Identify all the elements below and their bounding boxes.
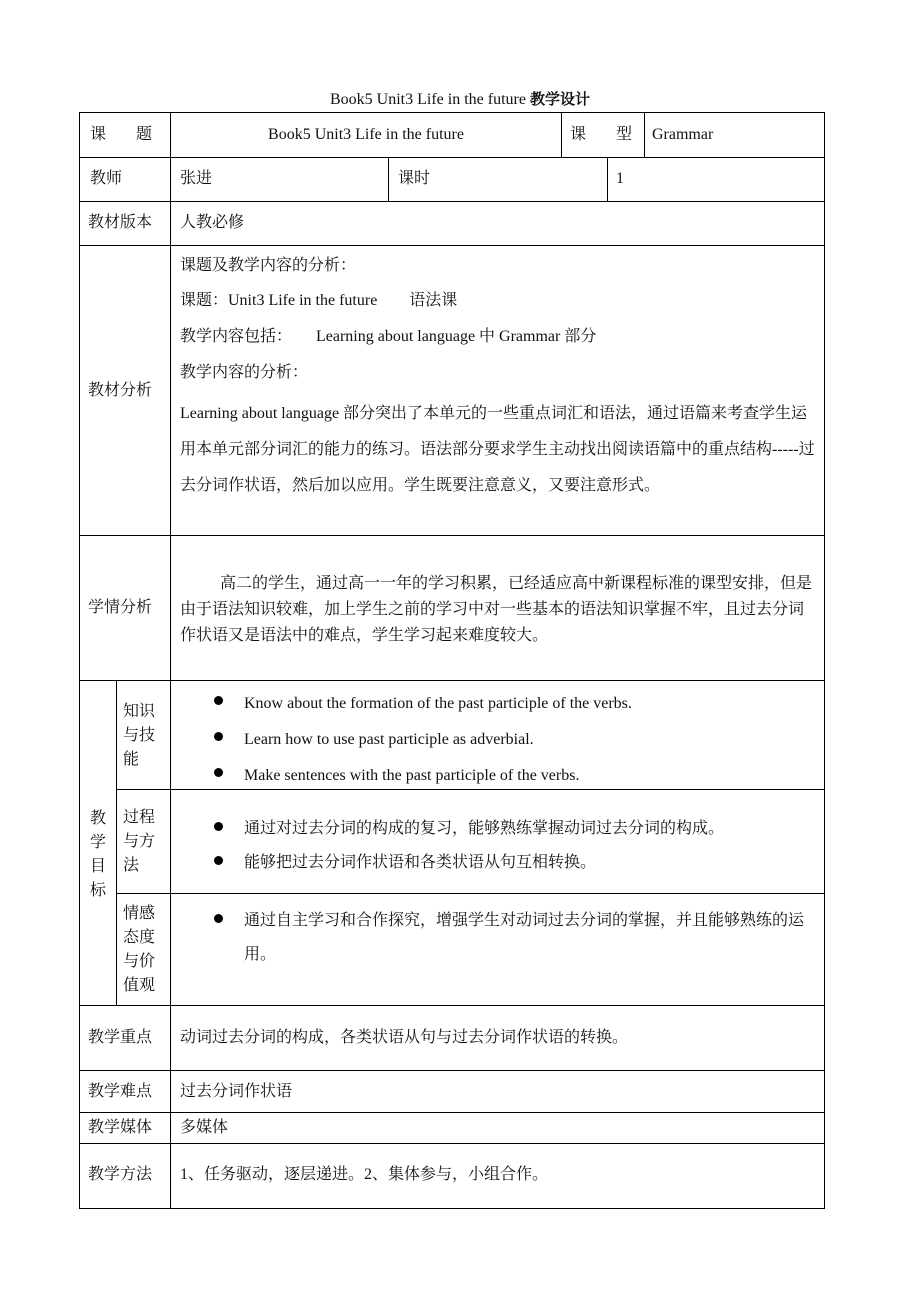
emotion-list (214, 904, 812, 972)
bullet-icon (214, 732, 223, 741)
teacher-label: 教师 (90, 170, 123, 187)
process-list (214, 812, 814, 880)
material-analysis-line2: 课题：Unit3 Life in the future 语法课 (180, 292, 458, 309)
material-analysis-line1: 课题及教学内容的分析： (180, 257, 357, 274)
document-title-en: Book5 Unit3 Life in the future (330, 91, 526, 108)
material-analysis-label: 教材分析 (88, 382, 153, 399)
bullet-icon (214, 768, 223, 777)
material-analysis-line3: 教学内容包括： Learning about language 中 Grammar 部分 (180, 328, 597, 345)
emotion-label: 情感态度与价值观 (123, 905, 156, 994)
edition-label: 教材版本 (88, 214, 153, 231)
topic-label: 课 题 (90, 126, 153, 143)
objectives-label: 教学目标 (89, 810, 106, 899)
type-label: 课 型 (570, 126, 633, 143)
material-analysis-paragraph: Learning about language 部分突出了本单元的一些重点词汇和语法，通过语篇来考查学生运用本单元部分词汇的能力的练习。语法部分要求学生主动找出阅读语篇中的重点结构-----过去分词作状语，然后加以应用。学生既要注意意义，又要注意形式。 (180, 405, 815, 494)
methods-value: 1、任务驱动，逐层递进。2、集体参与，小组合作。 (180, 1166, 549, 1183)
knowledge-list (214, 686, 814, 794)
list-item: 能够把过去分词作状语和各类状语从句互相转换。 (214, 846, 814, 880)
edition-value: 人教必修 (180, 214, 245, 231)
key-points-value: 动词过去分词的构成，各类状语从句与过去分词作状语的转换。 (180, 1029, 629, 1046)
key-points-label: 教学重点 (88, 1029, 153, 1046)
type-value: Grammar (652, 126, 714, 143)
document-title-cn: 教学设计 (529, 90, 590, 108)
list-item: Learn how to use past participle as adverbial. (214, 722, 814, 758)
bullet-icon (214, 856, 223, 865)
media-value: 多媒体 (180, 1119, 229, 1136)
list-item: 通过对过去分词的构成的复习，能够熟练掌握动词过去分词的构成。 (214, 812, 814, 846)
methods-label: 教学方法 (88, 1166, 153, 1183)
period-value: 1 (616, 170, 624, 187)
media-label: 教学媒体 (88, 1119, 153, 1136)
list-item: Make sentences with the past participle of the verbs. (214, 758, 814, 794)
bullet-icon (214, 822, 223, 831)
period-label: 课时 (398, 170, 431, 187)
bullet-icon (214, 696, 223, 705)
material-analysis-line4: 教学内容的分析： (180, 364, 309, 381)
student-analysis-paragraph: 高二的学生，通过高一一年的学习积累，已经适应高中新课程标准的课型安排，但是由于语法知识较难，加上学生之前的学习中对一些基本的语法知识掌握不牢，且过去分词作状语又是语法中的难点，学生学习起来难度较大。 (180, 575, 813, 644)
topic-value: Book5 Unit3 Life in the future (268, 126, 464, 143)
student-analysis-label: 学情分析 (88, 599, 153, 616)
bullet-icon (214, 914, 223, 923)
knowledge-label: 知识与技能 (123, 703, 156, 768)
document-title (0, 88, 920, 111)
list-item: Know about the formation of the past participle of the verbs. (214, 686, 814, 722)
list-item: 通过自主学习和合作探究，增强学生对动词过去分词的掌握，并且能够熟练的运用。 (214, 904, 812, 972)
difficulties-value: 过去分词作状语 (180, 1083, 293, 1100)
difficulties-label: 教学难点 (88, 1083, 153, 1100)
process-label: 过程与方法 (123, 809, 156, 874)
teacher-value: 张进 (180, 170, 213, 187)
